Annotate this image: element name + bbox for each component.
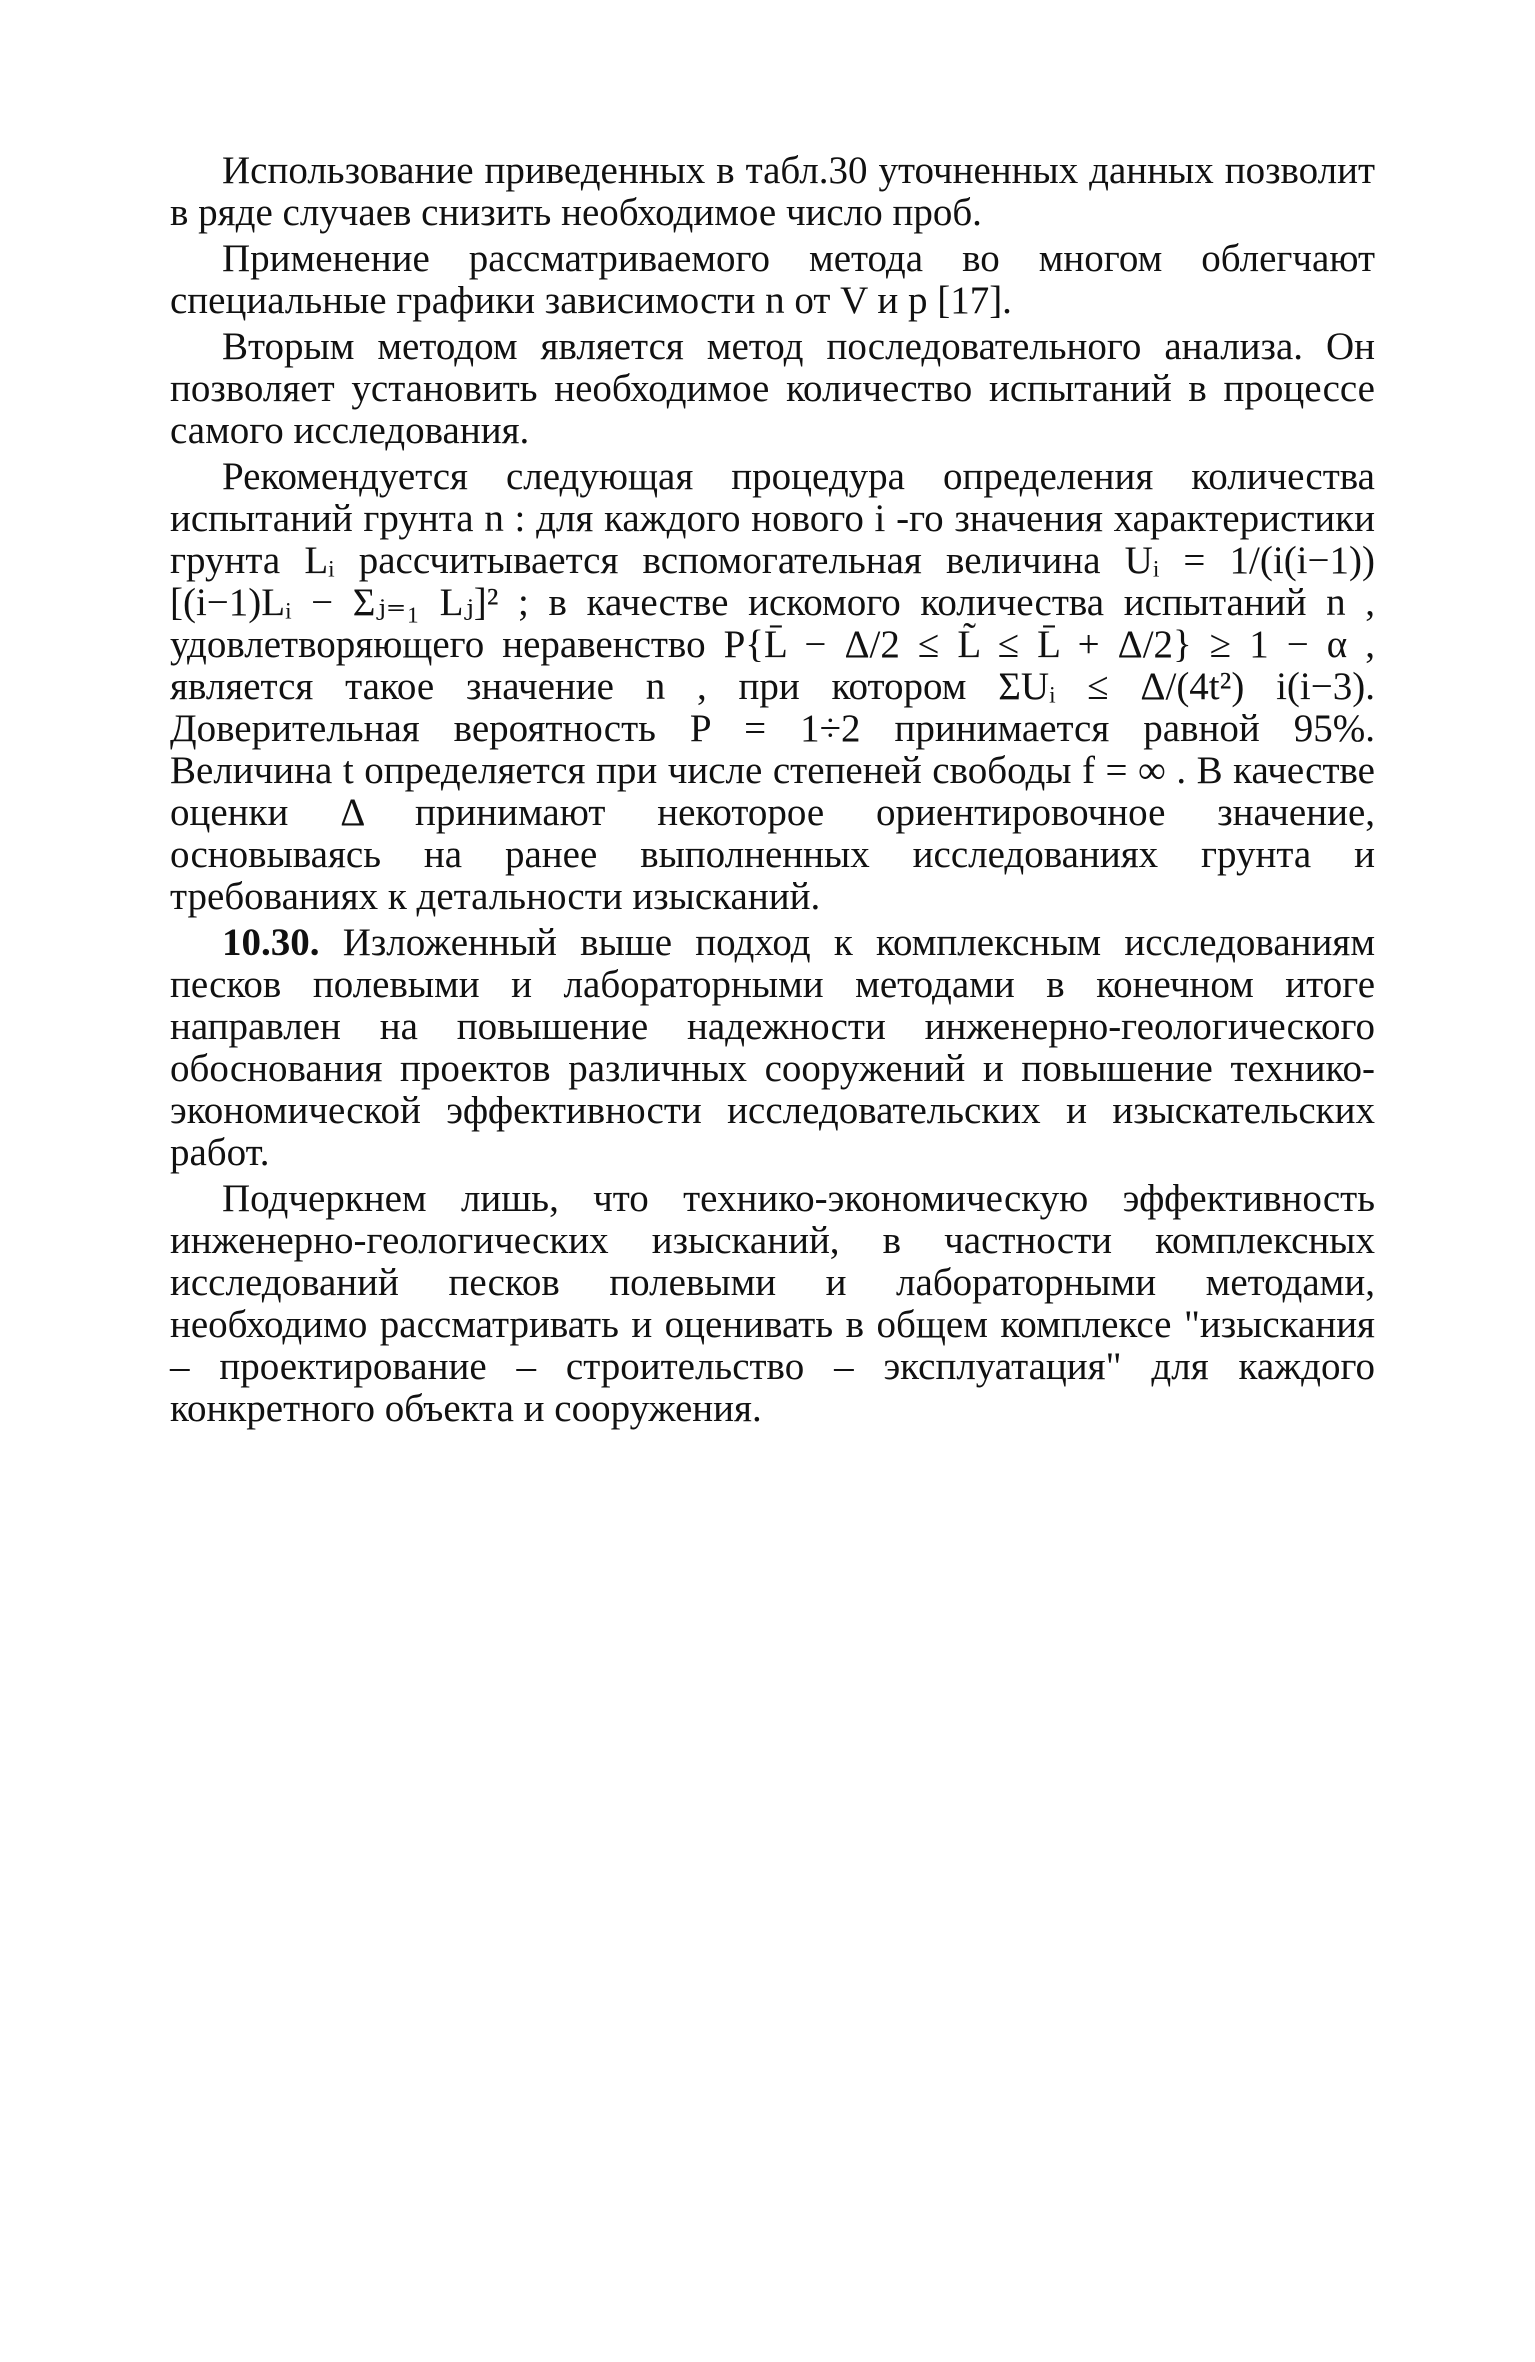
section-number: 10.30. [222, 921, 320, 964]
paragraph-2: Применение рассматриваемого метода во многом облегчают специальные графики зависимости n от V и p [17]. [170, 237, 1375, 322]
paragraph-1: Использование приведенных в табл.30 уточненных данных позволит в ряде случаев снизить необходимое число проб. [170, 149, 1375, 234]
paragraph-3: Вторым методом является метод последовательного анализа. Он позволяет установить необходимое количество испытаний в процессе самого исследования. [170, 325, 1375, 452]
document-page [170, 150, 1375, 1430]
paragraph-5-section-10-30 [170, 922, 1375, 1174]
paragraph-4-sequential-analysis-procedure: Рекомендуется следующая процедура определения количества испытаний грунта n : для каждого нового i -го значения характеристики грунта Lᵢ рассчитывается вспомогательная величина Uᵢ = 1/(i(i−1)) [(i−1)Lᵢ − Σⱼ₌₁ Lⱼ]² ; в качестве искомого количества испытаний n , удовлетворяющего неравенство P{L̄ − Δ/2 ≤ L̃ ≤ L̄ + Δ/2} ≥ 1 − α , является такое значение n , при котором ΣUᵢ ≤ Δ/(4t²) i(i−3). Доверительная вероятность P = 1÷2 принимается равной 95%. Величина t определяется при числе степеней свободы f = ∞ . В качестве оценки Δ принимают некоторое ориентировочное значение, основываясь на ранее выполненных исследованиях грунта и требованиях к детальности изысканий. [170, 455, 1375, 918]
section-text: Изложенный выше подход к комплексным исследованиям песков полевыми и лабораторными методами в конечном итоге направлен на повышение надежности инженерно-геологического обоснования проектов различных сооружений и повышение технико-экономической эффективности исследовательских и изыскательских работ. [170, 921, 1375, 1174]
paragraph-6: Подчеркнем лишь, что технико-экономическую эффективность инженерно-геологических изысканий, в частности комплексных исследований песков полевыми и лабораторными методами, необходимо рассматривать и оценивать в общем комплексе "изыскания – проектирование – строительство – эксплуатация" для каждого конкретного объекта и сооружения. [170, 1177, 1375, 1430]
